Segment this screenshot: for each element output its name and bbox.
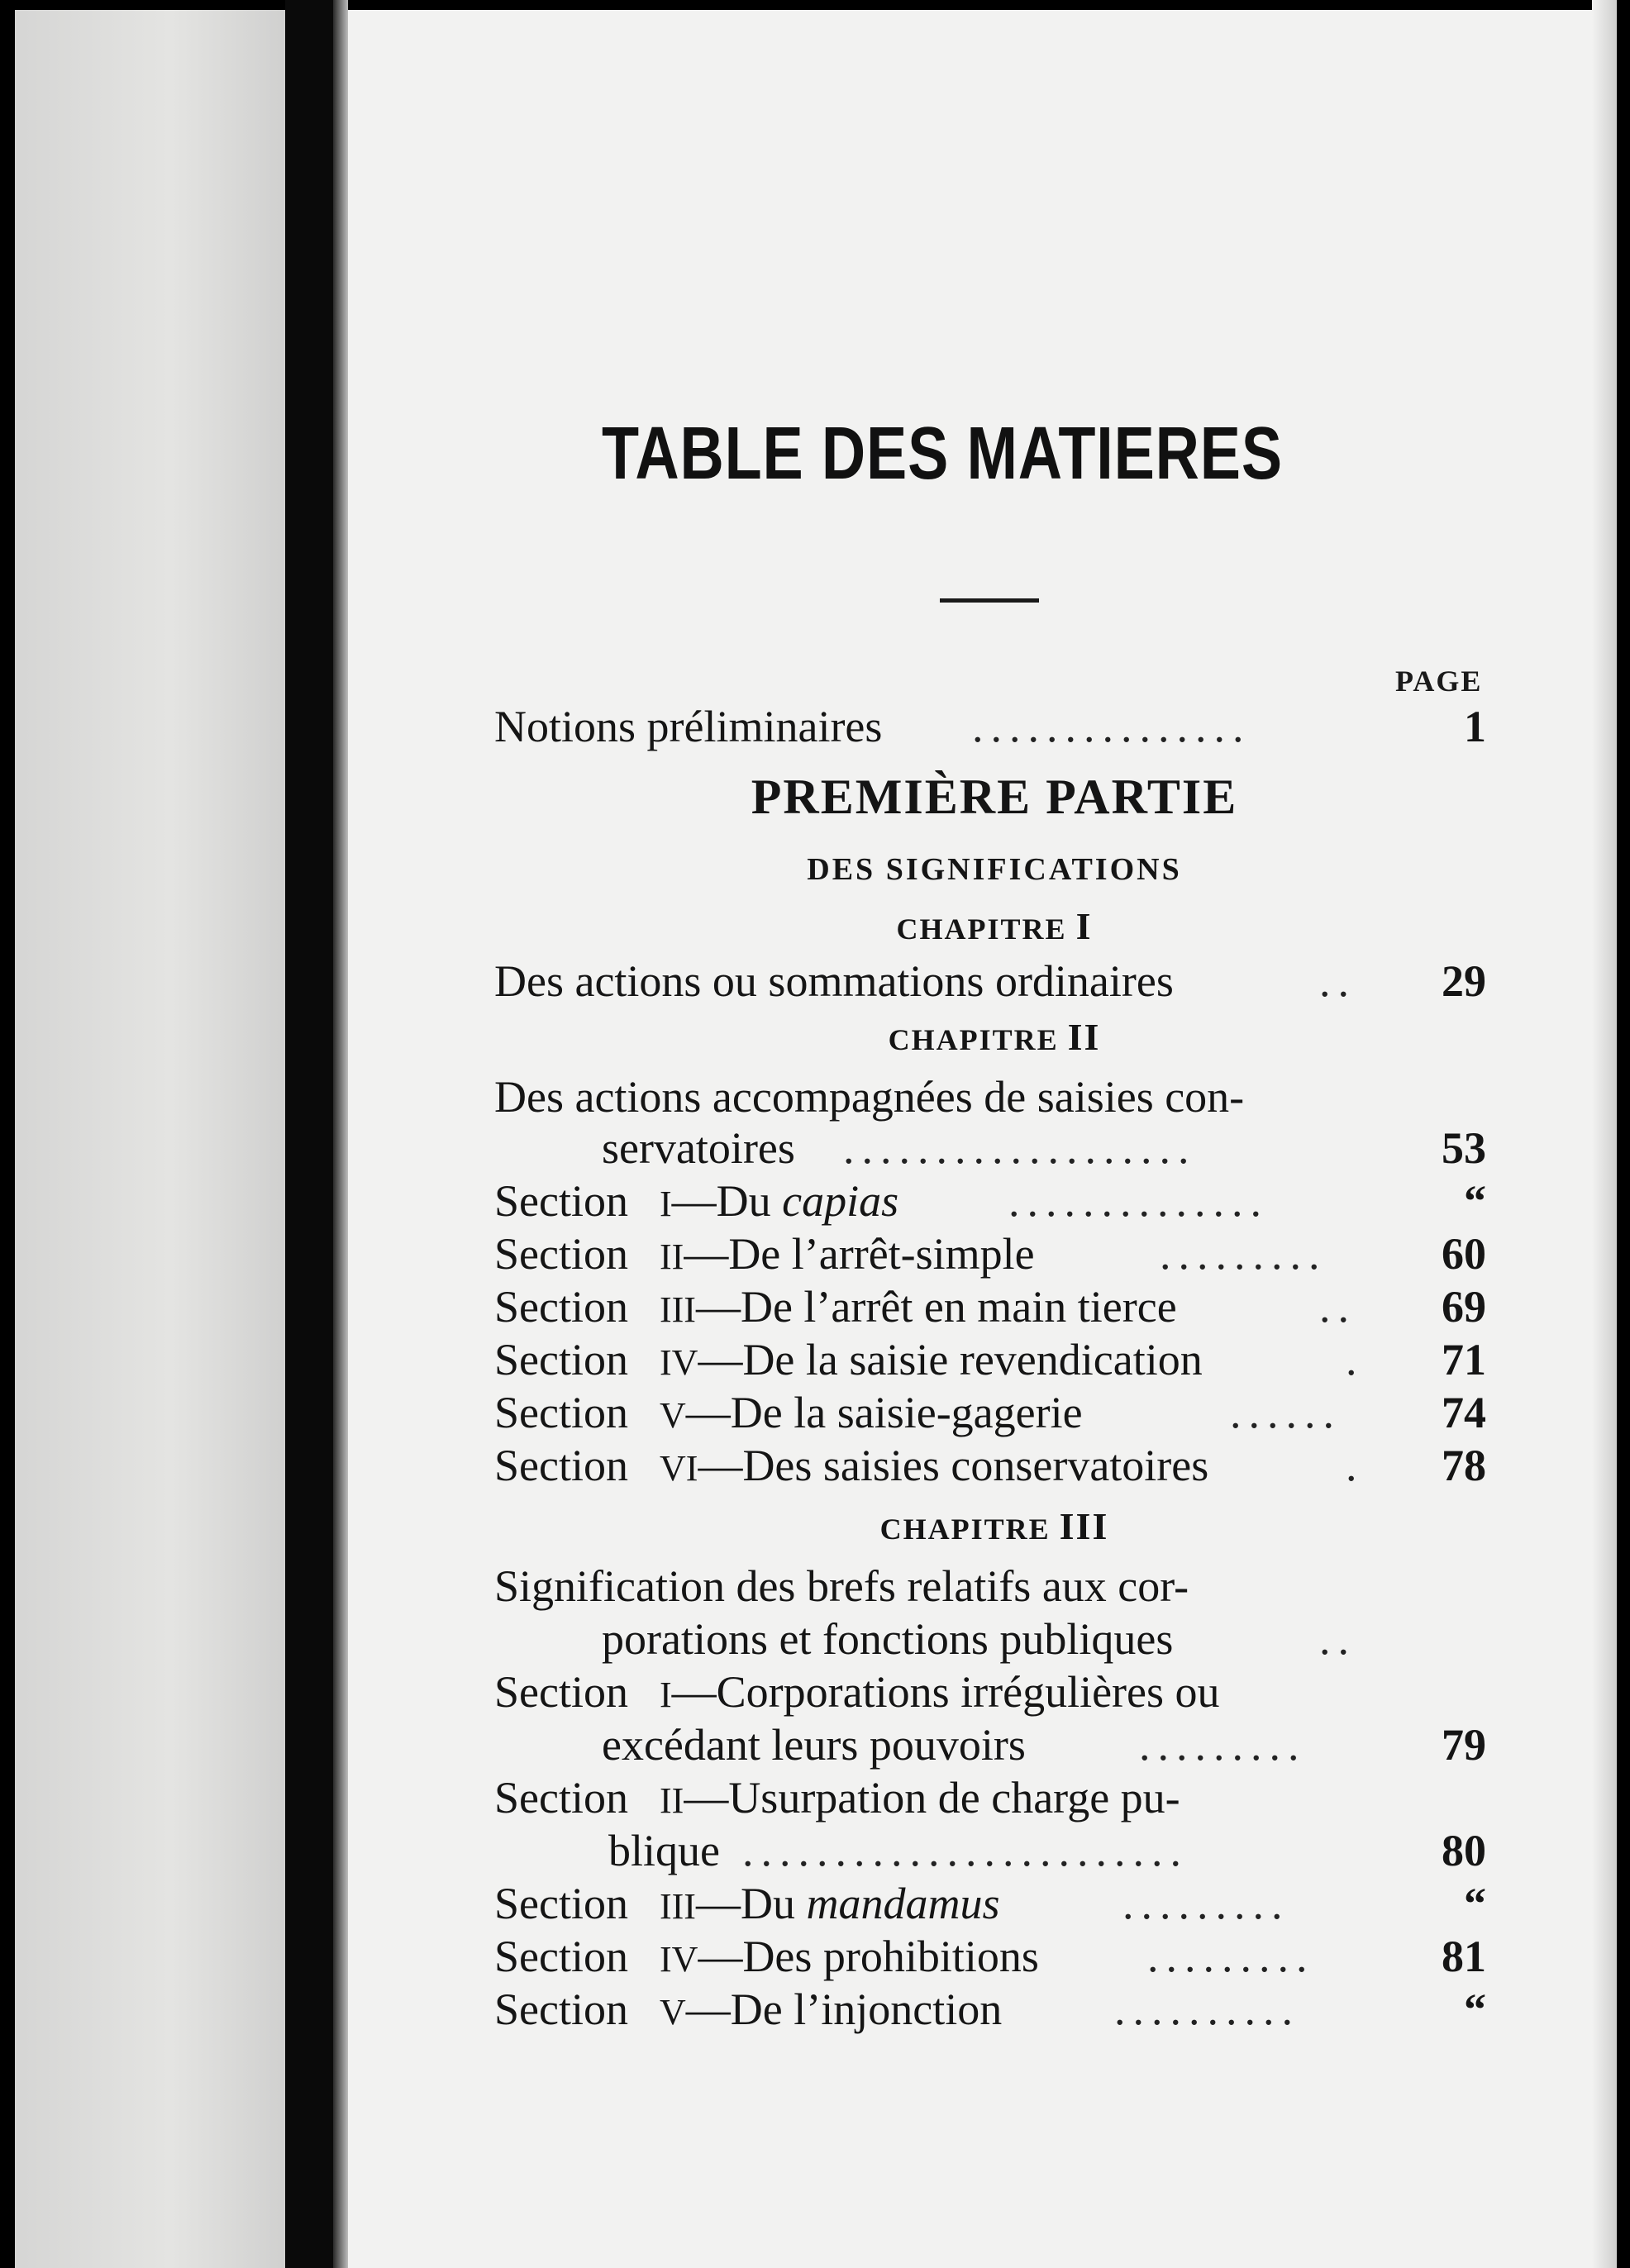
scan-border-top — [0, 0, 1630, 10]
page-column-header: PAGE — [1395, 665, 1483, 698]
section-label: Section — [494, 1282, 628, 1332]
section-roman: IV — [660, 1939, 698, 1980]
chapter-heading-2 — [494, 1015, 1494, 1059]
toc-page-number: 78 — [1442, 1441, 1486, 1490]
section-title: —Usurpation de charge pu- — [684, 1773, 1180, 1822]
toc-section-ch2-3 — [494, 1281, 1486, 1332]
section-roman: IV — [660, 1342, 698, 1383]
page-title: TABLE DES MATIERES — [602, 412, 1283, 495]
leader-dots: ......... — [1147, 1932, 1315, 1981]
scan-border-left — [0, 0, 15, 2268]
section-title: —Des prohibitions — [698, 1932, 1039, 1981]
toc-section-ch3-3 — [494, 1878, 1486, 1929]
toc-section-ch2-2 — [494, 1228, 1486, 1279]
section-roman: V — [660, 1395, 686, 1436]
title-rule — [940, 598, 1039, 603]
toc-entry-text: porations et fonctions publiques — [602, 1614, 1174, 1664]
toc-section-ch3-2-line2 — [494, 1825, 1486, 1876]
section-roman: III — [660, 1289, 696, 1330]
leader-dots: ......... — [1122, 1879, 1290, 1928]
section-title: —Corporations irrégulières ou — [671, 1667, 1220, 1717]
toc-section-ch2-6 — [494, 1440, 1486, 1491]
section-title: —De l’injonction — [685, 1984, 1003, 2034]
leader-dots: .......... — [1114, 1984, 1300, 2034]
toc-section-ch3-5 — [494, 1984, 1486, 2035]
section-roman: VI — [660, 1448, 698, 1489]
section-roman: I — [660, 1184, 672, 1224]
leader-dots: ............... — [972, 702, 1251, 751]
chapter-heading-3 — [494, 1504, 1494, 1548]
toc-section-ch2-1 — [494, 1175, 1486, 1227]
section-title: —De la saisie revendication — [698, 1335, 1203, 1384]
page-edge-shadow — [1592, 0, 1617, 2268]
leader-dots: ........................ — [742, 1826, 1189, 1875]
section-roman: V — [660, 1992, 686, 2032]
chapter-label: CHAPITRE — [888, 1023, 1059, 1056]
toc-page-number: 29 — [1442, 956, 1486, 1006]
toc-section-ch3-2-line1 — [494, 1772, 1486, 1823]
scan-border-right — [1617, 0, 1630, 2268]
leader-dots: . — [1346, 1441, 1365, 1490]
chapter-number: II — [1067, 1016, 1101, 1058]
toc-entry-ch1 — [494, 955, 1486, 1007]
leader-dots: ......... — [1160, 1229, 1327, 1279]
toc-section-ch3-1-line2 — [494, 1719, 1486, 1770]
section-title: —De l’arrêt-simple — [684, 1229, 1035, 1279]
section-title-cont: blique — [608, 1826, 720, 1875]
chapter-heading-1 — [494, 904, 1494, 948]
leader-dots: . — [1346, 1335, 1365, 1384]
toc-entry-ch3-line1 — [494, 1560, 1486, 1612]
section-roman: II — [660, 1236, 684, 1277]
section-title-italic: mandamus — [806, 1879, 1000, 1928]
spine-shadow — [333, 0, 348, 2268]
section-title-cont: excédant leurs pouvoirs — [602, 1720, 1026, 1770]
toc-page-number: 80 — [1442, 1826, 1486, 1875]
toc-entry-text: Notions préliminaires — [494, 702, 883, 751]
section-title: —Du — [671, 1176, 783, 1226]
toc-page-number: 69 — [1442, 1282, 1486, 1332]
toc-entry-text: Des actions ou sommations ordinaires — [494, 956, 1174, 1006]
section-title: —Du — [695, 1879, 807, 1928]
toc-page-number: 71 — [1442, 1335, 1486, 1384]
toc-page-number: 1 — [1464, 702, 1486, 751]
leader-dots: ......... — [1139, 1720, 1307, 1770]
section-title: —De l’arrêt en main tierce — [695, 1282, 1177, 1332]
leader-dots: .. — [1319, 1614, 1356, 1664]
leader-dots: ...... — [1230, 1388, 1342, 1437]
section-roman: II — [660, 1780, 684, 1821]
section-label: Section — [494, 1229, 628, 1279]
toc-entry-text: Des actions accompagnées de saisies con- — [494, 1072, 1245, 1122]
toc-page-number: “ — [1464, 1984, 1486, 2034]
toc-section-ch2-4 — [494, 1334, 1486, 1385]
chapter-number: I — [1075, 905, 1093, 947]
chapter-number: III — [1059, 1505, 1109, 1547]
part-subtitle: DES SIGNIFICATIONS — [807, 852, 1182, 887]
toc-entry-text: servatoires — [602, 1123, 795, 1173]
toc-page-number: 79 — [1442, 1720, 1486, 1770]
toc-section-ch3-1-line1 — [494, 1666, 1486, 1718]
toc-page-number: 81 — [1442, 1932, 1486, 1981]
section-roman: I — [660, 1675, 672, 1715]
toc-entry-ch3-line2 — [494, 1613, 1486, 1665]
leader-dots: .. — [1319, 956, 1356, 1006]
section-label: Section — [494, 1335, 628, 1384]
book-spine — [285, 0, 333, 2268]
section-title-italic: capias — [782, 1176, 899, 1226]
leader-dots: .. — [1319, 1282, 1356, 1332]
toc-entry-ch2-line2 — [494, 1122, 1486, 1174]
section-label: Section — [494, 1773, 628, 1822]
section-title: —De la saisie-gagerie — [685, 1388, 1083, 1437]
leader-dots: .............. — [1008, 1176, 1269, 1226]
toc-entry-notions — [494, 701, 1486, 752]
chapter-label: CHAPITRE — [879, 1513, 1051, 1546]
part-heading: PREMIÈRE PARTIE — [751, 770, 1238, 824]
section-title: —Des saisies conservatoires — [698, 1441, 1209, 1490]
section-label: Section — [494, 1388, 628, 1437]
toc-page-number: 60 — [1442, 1229, 1486, 1279]
toc-section-ch3-4 — [494, 1931, 1486, 1982]
facing-page — [0, 0, 285, 2268]
toc-page-number: 74 — [1442, 1388, 1486, 1437]
section-label: Section — [494, 1879, 628, 1928]
toc-section-ch2-5 — [494, 1387, 1486, 1438]
section-label: Section — [494, 1984, 628, 2034]
toc-entry-ch2-line1 — [494, 1071, 1486, 1122]
toc-page-number: “ — [1464, 1879, 1486, 1928]
section-label: Section — [494, 1441, 628, 1490]
section-label: Section — [494, 1667, 628, 1717]
section-label: Section — [494, 1176, 628, 1226]
toc-entry-text: Signification des brefs relatifs aux cor- — [494, 1561, 1189, 1611]
section-label: Section — [494, 1932, 628, 1981]
toc-page-number: “ — [1464, 1176, 1486, 1226]
chapter-label: CHAPITRE — [896, 912, 1067, 946]
leader-dots: ................... — [843, 1123, 1197, 1173]
section-roman: III — [660, 1886, 696, 1927]
toc-page-number: 53 — [1442, 1123, 1486, 1173]
